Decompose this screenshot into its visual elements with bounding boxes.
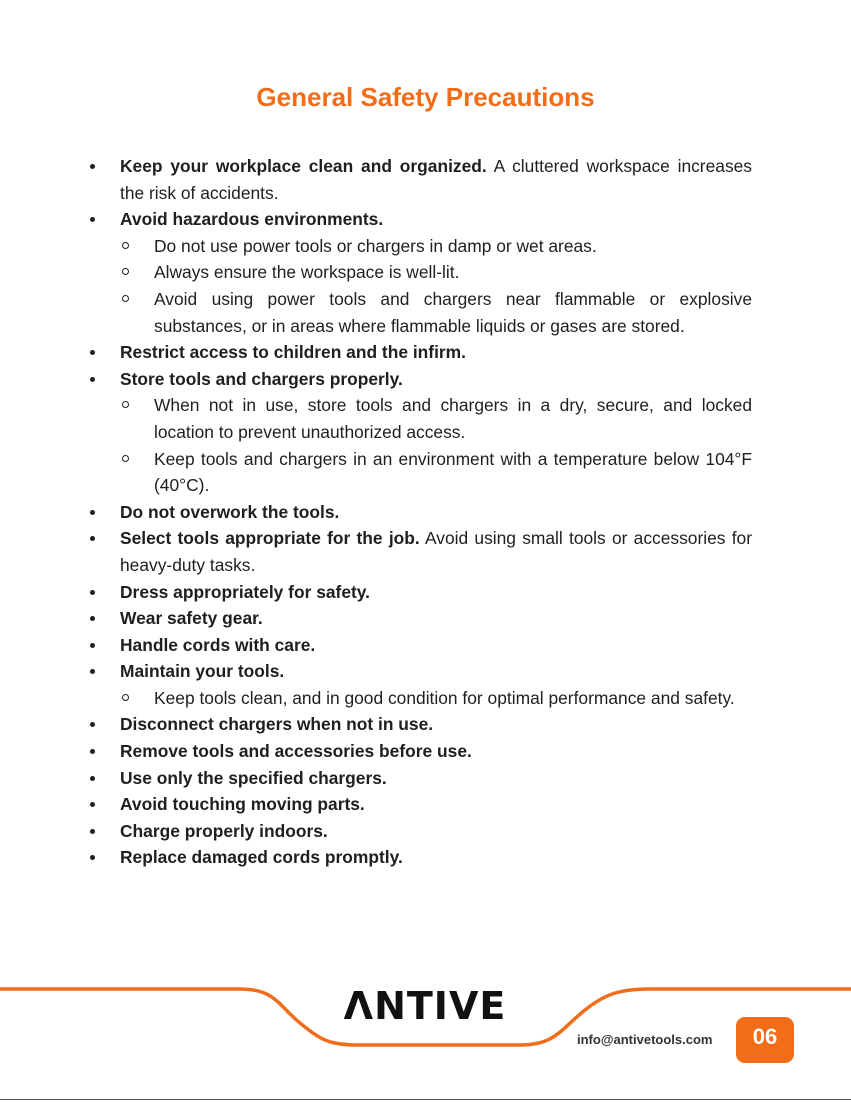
list-item (88, 339, 752, 366)
list-item (88, 711, 752, 738)
list-item (88, 206, 752, 339)
sub-list-item: Keep tools clean, and in good condition for optimal performance and safety. (120, 685, 752, 712)
list-item-heading: Keep your workplace clean and organized. (120, 156, 487, 176)
list-item-text: A cluttered workspace increases the risk of accidents. (120, 156, 753, 203)
safety-precautions-list (88, 153, 752, 871)
list-item (88, 738, 752, 765)
page-number-badge: 06 (736, 1017, 794, 1063)
list-item-text: Avoid using small tools or accessories for heavy-duty tasks. (120, 528, 752, 575)
list-item-heading: Do not overwork the tools. (120, 501, 340, 522)
sub-list-item: Do not use power tools or chargers in damp or wet areas. (120, 233, 752, 260)
brand-logo: ΛNTIVE (343, 984, 507, 1028)
safety-list-container (88, 153, 752, 871)
list-item (88, 366, 752, 499)
list-item-heading: Avoid touching moving parts. (120, 794, 365, 815)
list-item (88, 791, 752, 818)
list-item (88, 765, 752, 792)
sub-list (120, 392, 752, 498)
list-item-heading: Remove tools and accessories before use. (120, 741, 472, 762)
sub-list (120, 685, 752, 712)
list-item-heading: Disconnect chargers when not in use. (120, 714, 434, 735)
list-item (88, 818, 752, 845)
list-item-heading: Charge properly indoors. (120, 820, 328, 841)
list-item (88, 632, 752, 659)
list-item-heading: Use only the specified chargers. (120, 767, 387, 788)
list-item (88, 499, 752, 526)
sub-list (120, 233, 752, 339)
sub-list-item: When not in use, store tools and chargers in a dry, secure, and locked location to prevent unauthorized access. (120, 392, 752, 445)
list-item (88, 579, 752, 606)
list-item-heading: Restrict access to children and the infirm. (120, 342, 466, 363)
list-item (88, 844, 752, 871)
sub-list-item: Always ensure the workspace is well-lit. (120, 259, 752, 286)
list-item-heading: Wear safety gear. (120, 608, 263, 629)
list-item-heading: Avoid hazardous environments. (120, 209, 384, 230)
bottom-rule (0, 1099, 851, 1100)
list-item (88, 658, 752, 711)
list-item-heading: Dress appropriately for safety. (120, 581, 370, 602)
list-item (88, 153, 752, 206)
list-item-heading: Select tools appropriate for the job. (120, 528, 420, 549)
sub-list-item: Keep tools and chargers in an environment with a temperature below 104°F (40°C). (120, 446, 752, 499)
list-item (88, 605, 752, 632)
footer-email: info@antivetools.com (577, 1032, 713, 1047)
list-item-heading: Maintain your tools. (120, 661, 285, 682)
list-item-heading: Store tools and chargers properly. (120, 368, 403, 389)
page-title: General Safety Precautions (256, 82, 595, 112)
list-item-heading: Handle cords with care. (120, 634, 316, 655)
list-item (88, 525, 752, 578)
sub-list-item: Avoid using power tools and chargers near flammable or explosive substances, or in areas where flammable liquids or gases are stored. (120, 286, 752, 339)
list-item-heading: Replace damaged cords promptly. (120, 847, 403, 868)
